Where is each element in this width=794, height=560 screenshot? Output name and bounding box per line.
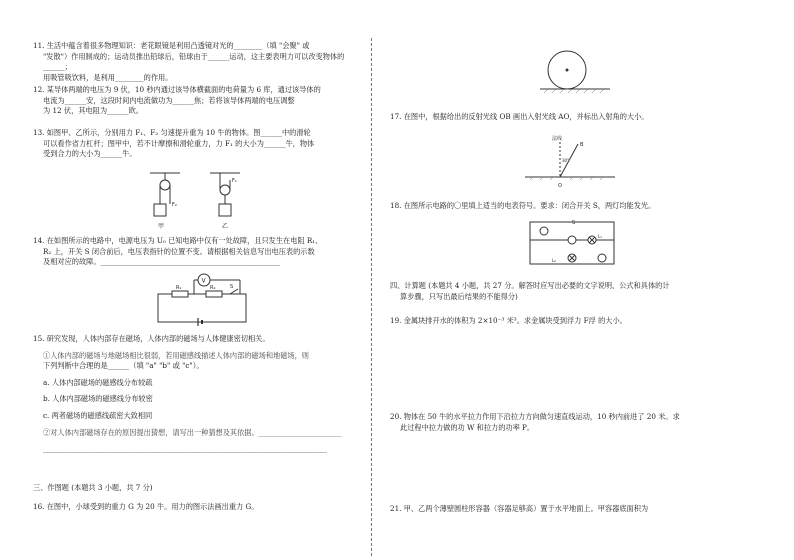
q12-line: 电流为______安，这段时间内电流做功为______焦；若将该导体两端的电压调整 — [43, 95, 295, 105]
question-15 — [33, 334, 341, 455]
circuit-figure-14 — [148, 270, 258, 328]
label-l1: L₁ — [598, 234, 602, 239]
meter-slot-2 — [568, 236, 576, 244]
circuit-figure-18 — [522, 218, 622, 268]
resistor-r2 — [206, 291, 222, 297]
label-o: O — [558, 183, 562, 189]
question-18 — [390, 201, 655, 212]
meter-slot-3 — [598, 254, 606, 262]
q18-text: 18. 在图所示电路的〇里填上适当的电表符号。要求：闭合开关 S，两灯均能发光。 — [390, 201, 656, 210]
sec3-text: 三、作图题 (本题共 3 小题，共 7 分) — [33, 483, 153, 492]
q13-line: 受到合力的大小为______牛。 — [43, 149, 137, 159]
question-12 — [33, 85, 321, 117]
label-r1: R₁ — [176, 285, 182, 291]
label-yi: 乙 — [222, 223, 229, 230]
q15-option-c: c. 两者磁场的磁感线疏密大致相同 — [43, 410, 153, 420]
q19-text: 19. 金属块排开水的体积为 2×10⁻³ 米³。求金属块受到浮力 F浮 的大小。 — [390, 316, 627, 325]
q12-line: 12. 某导体两端的电压为 9 伏，10 秒内通过该导体横截面的电荷量为 6 库，通过该导体的 — [33, 85, 321, 94]
q15-line: 15. 研究发现，人体内部存在磁场，人体内部的磁场与人体健康密切相关。 — [33, 334, 270, 343]
reflection-figure — [520, 132, 620, 192]
label-f2: F₂ — [172, 202, 177, 208]
weight-b — [219, 204, 231, 216]
meter-slot-1 — [540, 227, 548, 235]
weight-a — [154, 204, 166, 216]
question-20 — [390, 412, 680, 433]
q16-text: 16. 在图中，小球受到的重力 G 为 20 牛。用力的图示法画出重力 G。 — [33, 502, 259, 511]
q20-line: 此过程中拉力做的功 W 和拉力的功率 P。 — [400, 422, 535, 432]
ball-center — [566, 69, 569, 72]
question-13 — [33, 128, 314, 160]
question-14 — [33, 236, 322, 268]
q21-text: 21. 甲、乙两个薄壁圆柱形容器（容器足够高）置于水平地面上。甲容器底面积为 — [390, 504, 649, 513]
q14-line: 14. 在如图所示的电路中，电源电压为 U₀ 已知电路中仅有一处故障，且只发生在电阻 R₁、 — [33, 236, 323, 245]
q15-line: 下列判断中合理的是______（填 "a" "b" 或 "c"）。 — [43, 361, 204, 371]
q12-line: 为 12 伏，其电阻为______欧。 — [43, 106, 143, 116]
label-r2: R₂ — [210, 285, 216, 291]
sec4-line: 算步骤，只写出最后结果的不能得分) — [400, 291, 518, 301]
q11-line: 11. 生活中蕴含着很多物理知识：老花眼镜是利用凸透镜对光的________（填 "会聚" 或 — [33, 41, 310, 50]
circuit-loop — [158, 294, 246, 322]
question-17 — [390, 112, 648, 123]
section-3-heading — [33, 483, 153, 494]
q15-option-b: b. 人体内部磁场的磁感线分布较密 — [43, 394, 153, 404]
pulley-figure — [140, 170, 260, 230]
label-normal: 法线 — [552, 136, 563, 142]
q17-text: 17. 在图中，根据给出的反射光线 OB 画出入射光线 AO，并标出入射角的大小。 — [390, 112, 649, 121]
ball-figure — [540, 48, 620, 94]
q15-line: _______________________________________________________________________________ — [43, 444, 327, 454]
ground-hatching — [544, 89, 604, 93]
label-s: S — [230, 284, 234, 290]
label-s: S — [572, 220, 576, 226]
question-19 — [390, 316, 627, 327]
q11-line: "发散"）作用制成的；运动员推出铅球后，铅球由于______运动，这主要表明力可以改变物体的______； — [43, 51, 345, 72]
resistor-r1 — [172, 291, 188, 297]
sec4-line: 四、计算题 (本题共 4 小题，共 27 分。解答时应写出必要的文字说明、公式和具体的计 — [390, 281, 670, 290]
section-4-heading — [390, 281, 670, 302]
label-f1: F₁ — [232, 178, 237, 184]
q11-line: 用吸管吸饮料，是利用________的作用。 — [43, 72, 173, 82]
q14-line: 及相对应的故障。__________________________________________________ — [43, 257, 281, 267]
label-l2: L₂ — [552, 258, 556, 263]
label-jia: 甲 — [158, 223, 165, 230]
question-16 — [33, 502, 258, 513]
pulley-a — [160, 180, 170, 190]
q15-line: ①人体内部的磁场与地磁场相比很弱，若用磁感线描述人体内部的磁场和地磁场，则 — [43, 350, 309, 360]
pulley-b — [220, 185, 230, 195]
q15-option-a: a. 人体内部磁场的磁感线分布较疏 — [43, 377, 153, 387]
column-divider — [371, 38, 372, 556]
label-v: V — [201, 277, 206, 285]
q15-line: ②对人体内部磁场存在的原因提出猜想，请写出一种猜想及其依据。_______________________ — [43, 427, 342, 437]
question-21 — [390, 504, 648, 515]
label-b: B — [580, 142, 584, 148]
q13-line: 13. 如图甲、乙所示，分别用力 F₁、F₂ 匀速提升重为 10 牛的物体。图______中的滑轮 — [33, 128, 311, 137]
q13-line: 可以看作省力杠杆；图甲中，若不计摩擦和滑轮重力，力 F₁ 的大小为______牛，物体 — [43, 138, 315, 148]
label-angle: 30° — [562, 158, 570, 163]
q20-line: 20. 物体在 50 牛的水平拉力作用下沿拉力方向做匀速直线运动，10 秒内前进了 20 米。求 — [390, 412, 680, 421]
question-11 — [33, 41, 351, 83]
q14-line: R₂ 上，开关 S 闭合前后，电压表指针的位置不变。请根据相关信息写出电压表的示数 — [43, 246, 315, 256]
